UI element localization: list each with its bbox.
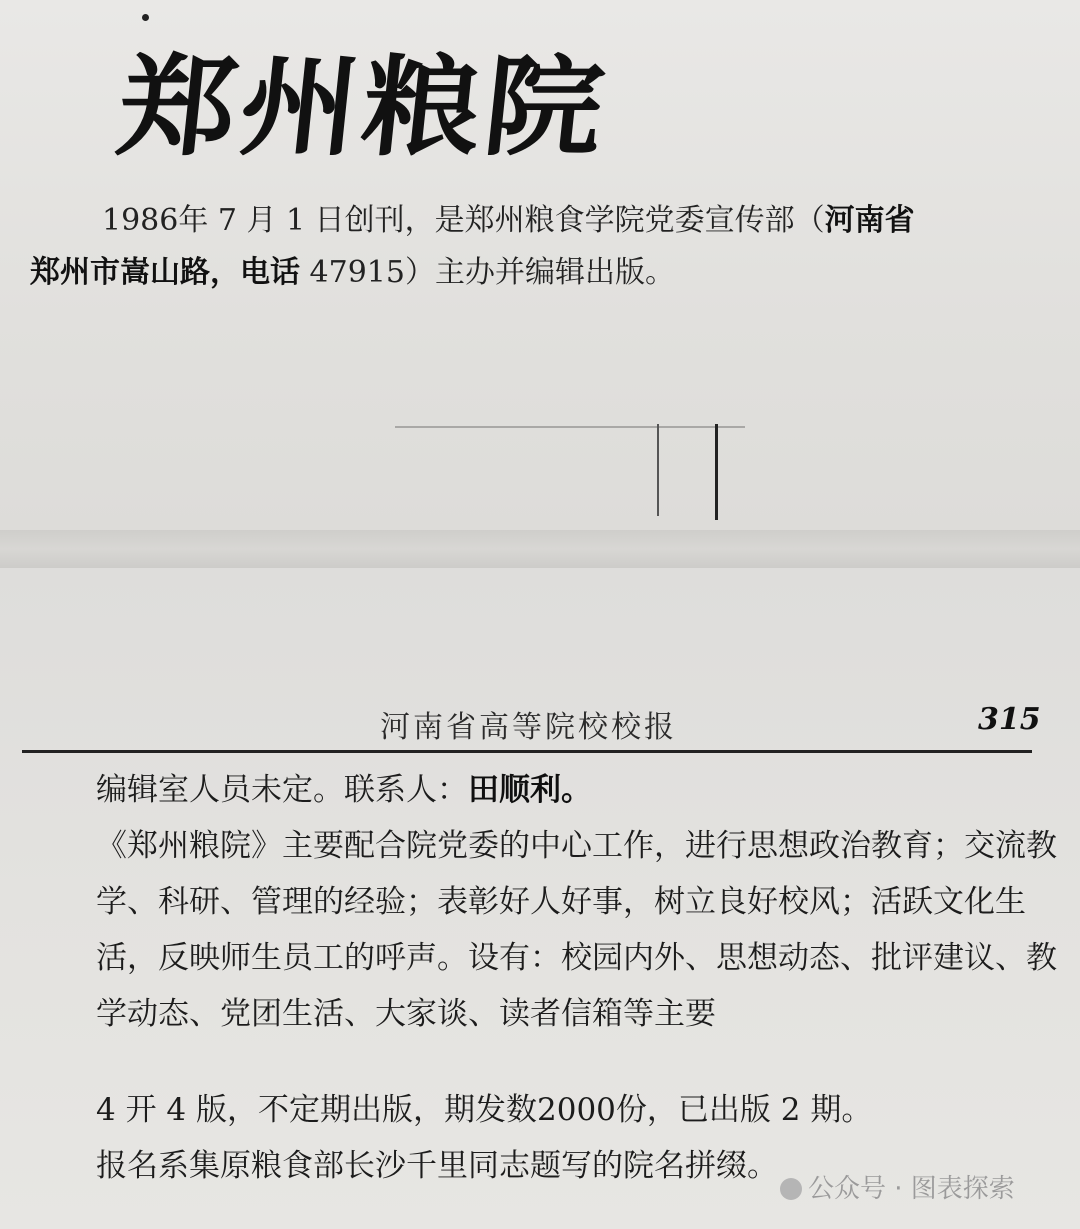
watermark-text: 公众号 · 图表探索 (808, 1174, 1015, 1204)
intro-phone: 47915 (309, 255, 405, 290)
staff-line (20, 762, 1072, 818)
page-header-title: 河南省高等院校校报 (380, 710, 677, 745)
contact-name: 田顺利。 (468, 772, 592, 808)
title-origin-line: 报名系集原粮食部长沙千里同志题写的院名拼缀。 (96, 1148, 778, 1184)
page-gap (0, 530, 1080, 568)
faint-rule (395, 426, 745, 428)
page-number: 315 (978, 702, 1041, 737)
content-paragraph: 《郑州粮院》主要配合院党委的中心工作，进行思想政治教育；交流教学、科研、管理的经验；表彰好人好事，树立良好校风；活跃文化生活，反映师生员工的呼声。设有：校园内外、思想动态、批评建议、教学动态、党团生活、大家谈、读者信箱等主要 (96, 828, 1057, 1032)
vertical-mark (715, 424, 718, 520)
vertical-mark (657, 424, 659, 516)
entry-body (20, 762, 1072, 1194)
intro-text-end: ）主办并编辑出版。 (404, 255, 675, 290)
intro-paragraph (30, 195, 1070, 299)
header-rule (22, 750, 1032, 753)
wechat-icon (780, 1178, 802, 1200)
intro-bold-province: 河南省 (824, 203, 915, 238)
masthead-calligraphy: 郑州粮院 (112, 43, 614, 171)
intro-bold-address: 郑州市嵩山路，电话 (30, 255, 300, 290)
intro-text: 1986年 7 月 1 日创刊，是郑州粮食学院党委宣传部（ (102, 203, 825, 238)
watermark (780, 1168, 1015, 1205)
format-line: 4 开 4 版，不定期出版，期发数2000份，已出版 2 期。 (96, 1092, 873, 1128)
staff-text: 编辑室人员未定。联系人： (96, 772, 468, 808)
